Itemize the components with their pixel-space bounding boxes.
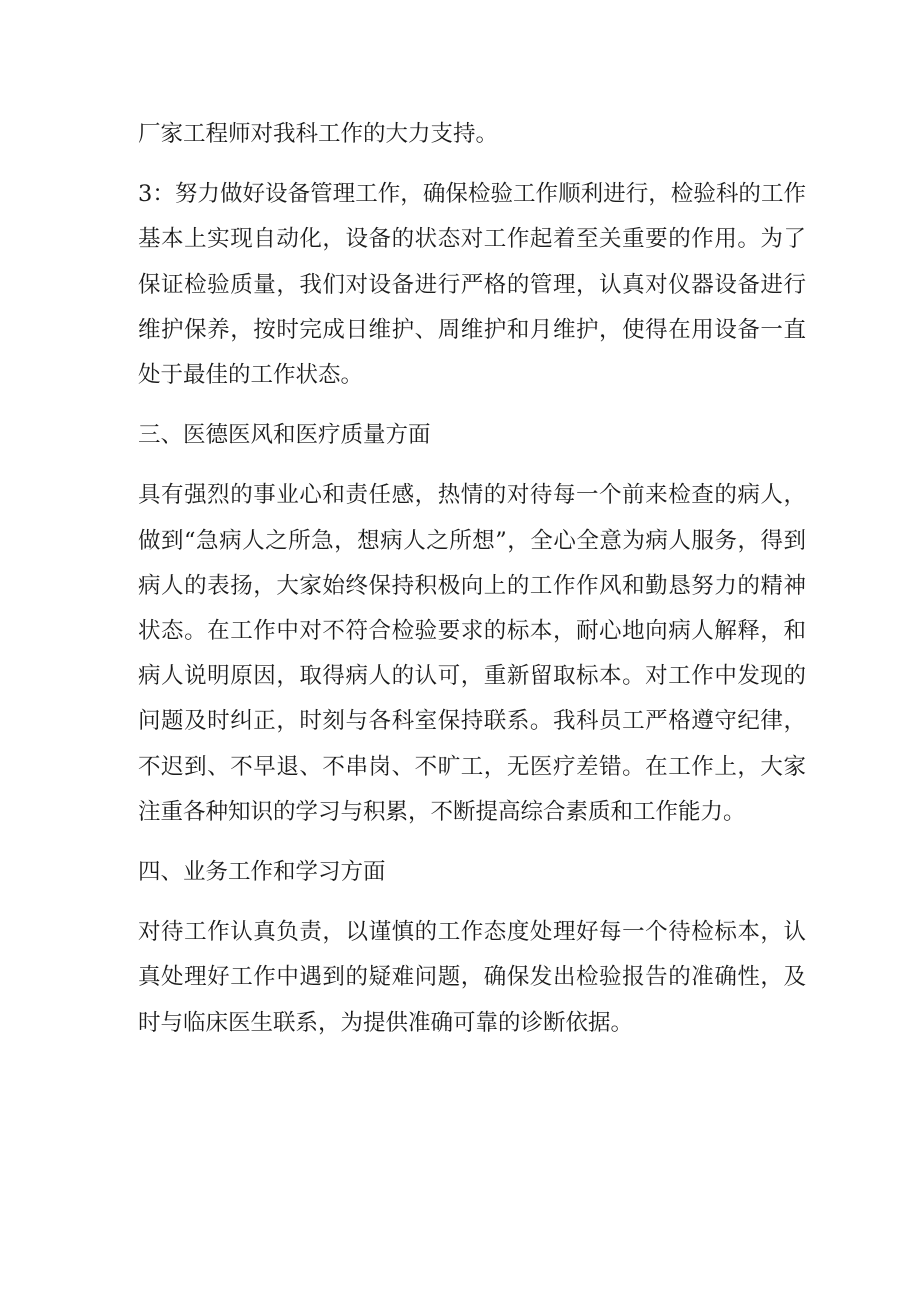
section-heading-medical-ethics: 三、医德医风和医疗质量方面 (138, 422, 431, 449)
document-body (138, 112, 806, 1061)
paragraph-equipment-management: 3：努力做好设备管理工作，确保检验工作顺利进行，检验科的工作基本上实现自动化，设备的状态对工作起着至关重要的作用。为了保证检验质量，我们对设备进行严格的管理，认真对仪器设备进行维护保养，按时完成日维护、周维护和月维护，使得在用设备一直处于最佳的工作状态。 (138, 181, 806, 389)
paragraph-medical-ethics: 具有强烈的事业心和责任感，热情的对待每一个前来检查的病人，做到“急病人之所急，想病人之所想”，全心全意为病人服务，得到病人的表扬，大家始终保持积极向上的工作作风和勤恳努力的精神状态。在工作中对不符合检验要求的标本，耐心地向病人解释，和病人说明原因，取得病人的认可，重新留取标本。对工作中发现的问题及时纠正，时刻与各科室保持联系。我科员工严格遵守纪律，不迟到、不早退、不串岗、不旷工，无医疗差错。在工作上，大家注重各种知识的学习与积累，不断提高综合素质和工作能力。 (138, 482, 806, 825)
paragraph-business-study: 对待工作认真负责，以谨慎的工作态度处理好每一个待检标本，认真处理好工作中遇到的疑难问题，确保发出检验报告的准确性，及时与临床医生联系，为提供准确可靠的诊断依据。 (138, 919, 806, 1036)
paragraph-continuation: 厂家工程师对我科工作的大力支持。 (138, 121, 499, 147)
section-heading-business-study: 四、业务工作和学习方面 (138, 859, 386, 886)
